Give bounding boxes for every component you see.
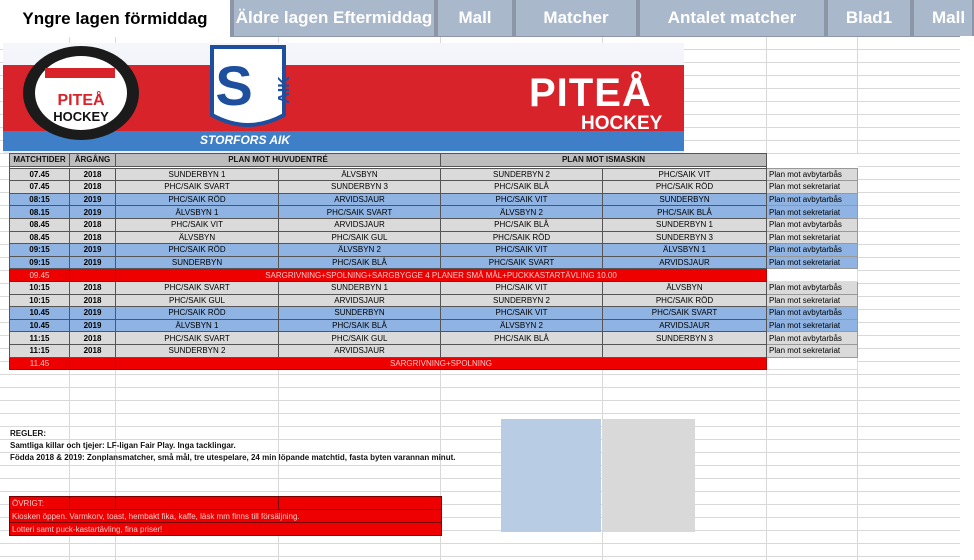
match-year[interactable]: 2018	[70, 332, 116, 345]
match-row	[10, 281, 858, 294]
match-year[interactable]: 2018	[70, 231, 116, 244]
team-rink2-away[interactable]: SUNDERBYN 1	[603, 218, 767, 231]
team-rink2-away[interactable]: PHC/SAIK BLÅ	[603, 206, 767, 219]
match-time[interactable]: 07.45	[10, 181, 70, 194]
tab-matcher[interactable]: Matcher	[516, 0, 638, 36]
empty-cell[interactable]	[767, 269, 858, 282]
saik-crest-logo	[208, 45, 293, 133]
match-schedule-table	[9, 153, 858, 370]
team-rink2-away[interactable]: PHC/SAIK RÖD	[603, 181, 767, 194]
header-plan-ismaskin[interactable]: PLAN MOT ISMASKIN	[441, 154, 767, 167]
logo-text-pitea: PITEÅ	[57, 92, 105, 109]
match-row	[10, 256, 858, 269]
header-matchtider[interactable]: MATCHTIDER	[10, 154, 70, 167]
ovrigt-row-2	[10, 523, 442, 536]
team-rink2-home[interactable]: PHC/SAIK BLÅ	[441, 332, 603, 345]
match-year[interactable]: 2019	[70, 193, 116, 206]
match-row	[10, 168, 858, 181]
team-rink1-home[interactable]: SUNDERBYN 1	[116, 168, 279, 181]
break-time[interactable]: 11.45	[10, 357, 70, 370]
rink-note[interactable]: Plan mot avbytarbås	[767, 244, 858, 257]
team-rink2-away[interactable]: ARVIDSJAUR	[603, 256, 767, 269]
ovrigt-line-1[interactable]: Kiosken öppen. Varmkorv, toast, hembakt fika, kaffe, läsk mm finns till försäljning.	[10, 510, 442, 523]
team-rink2-away[interactable]: SUNDERBYN 3	[603, 231, 767, 244]
ovrigt-heading[interactable]: ÖVRIGT:	[10, 497, 70, 510]
match-time[interactable]: 09:15	[10, 256, 70, 269]
team-rink1-home[interactable]: SUNDERBYN 2	[116, 344, 279, 357]
schedule-header-row	[10, 154, 858, 167]
team-rink2-home[interactable]: PHC/SAIK BLÅ	[441, 218, 603, 231]
gray-fill-block[interactable]	[602, 419, 695, 532]
saik-letter-s: S	[215, 54, 253, 117]
match-time[interactable]: 08:15	[10, 193, 70, 206]
empty-cell[interactable]	[767, 357, 858, 370]
rules-line-2[interactable]: Födda 2018 & 2019: Zonplansmatcher, små mål, tre utespelare, 24 min löpande matchtid, fasta byten varannan minut.	[10, 453, 456, 462]
match-time[interactable]: 07.45	[10, 168, 70, 181]
team-rink1-home[interactable]: PHC/SAIK SVART	[116, 281, 279, 294]
header-banner-image	[3, 43, 684, 153]
pitea-hockey-puck-logo	[11, 43, 163, 153]
match-time[interactable]: 09:15	[10, 244, 70, 257]
pitea-wordmark: PITEÅ	[529, 71, 652, 115]
team-rink2-away[interactable]: ÄLVSBYN 1	[603, 244, 767, 257]
tab-yngre-lagen[interactable]: Yngre lagen förmiddag	[0, 0, 232, 37]
ovrigt-line-2[interactable]: Lotteri samt puck-kastartävling, fina priser!	[10, 523, 442, 536]
rink-note[interactable]: Plan mot sekretariat	[767, 231, 858, 244]
tab-mall-2[interactable]: Mall	[914, 0, 974, 36]
match-time[interactable]: 11:15	[10, 344, 70, 357]
team-rink1-away[interactable]: PHC/SAIK SVART	[279, 206, 441, 219]
team-rink2-home[interactable]: PHC/SAIK SVART	[441, 256, 603, 269]
team-rink1-away[interactable]: PHC/SAIK GUL	[279, 332, 441, 345]
team-rink1-away[interactable]: ÄLVSBYN	[279, 168, 441, 181]
team-rink2-home[interactable]: PHC/SAIK RÖD	[441, 231, 603, 244]
team-rink1-away[interactable]: SUNDERBYN	[279, 307, 441, 320]
team-rink1-home[interactable]: PHC/SAIK RÖD	[116, 307, 279, 320]
team-rink1-away[interactable]: ÄLVSBYN 2	[279, 244, 441, 257]
team-rink1-home[interactable]: ÄLVSBYN 1	[116, 319, 279, 332]
team-rink2-away[interactable]	[603, 344, 767, 357]
match-row	[10, 181, 858, 194]
team-rink1-home[interactable]: PHC/SAIK RÖD	[116, 193, 279, 206]
match-time[interactable]: 08.45	[10, 231, 70, 244]
match-row	[10, 332, 858, 345]
match-time[interactable]: 10:15	[10, 294, 70, 307]
match-row	[10, 307, 858, 320]
team-rink2-home[interactable]: PHC/SAIK VIT	[441, 281, 603, 294]
team-rink1-home[interactable]: PHC/SAIK SVART	[116, 332, 279, 345]
header-plan-huvudentre[interactable]: PLAN MOT HUVUDENTRÉ	[116, 154, 441, 167]
rink-note[interactable]: Plan mot sekretariat	[767, 319, 858, 332]
rink-note[interactable]: Plan mot avbytarbås	[767, 218, 858, 231]
team-rink1-home[interactable]: PHC/SAIK SVART	[116, 181, 279, 194]
blue-fill-block[interactable]	[501, 419, 601, 532]
team-rink1-away[interactable]: ARVIDSJAUR	[279, 193, 441, 206]
match-time[interactable]: 10.45	[10, 319, 70, 332]
team-rink1-away[interactable]: PHC/SAIK GUL	[279, 231, 441, 244]
team-rink1-home[interactable]: PHC/SAIK VIT	[116, 218, 279, 231]
ovrigt-row-1	[10, 510, 442, 523]
match-time[interactable]: 10.45	[10, 307, 70, 320]
storfors-aik-label: STORFORS AIK	[200, 133, 291, 147]
rink-note[interactable]: Plan mot sekretariat	[767, 344, 858, 357]
team-rink1-away[interactable]: SUNDERBYN 3	[279, 181, 441, 194]
team-rink2-home[interactable]: SUNDERBYN 2	[441, 168, 603, 181]
team-rink2-away[interactable]: SUNDERBYN 3	[603, 332, 767, 345]
match-row	[10, 231, 858, 244]
match-year[interactable]: 2018	[70, 344, 116, 357]
team-rink1-home[interactable]: PHC/SAIK RÖD	[116, 244, 279, 257]
tab-aldre-lagen[interactable]: Äldre lagen Eftermiddag	[234, 0, 436, 36]
team-rink2-away[interactable]: PHC/SAIK RÖD	[603, 294, 767, 307]
match-year[interactable]: 2018	[70, 181, 116, 194]
team-rink1-home[interactable]: SUNDERBYN	[116, 256, 279, 269]
saik-letters-aik: AIK	[276, 76, 293, 104]
team-rink1-home[interactable]: PHC/SAIK GUL	[116, 294, 279, 307]
team-rink2-home[interactable]: ÄLVSBYN 2	[441, 206, 603, 219]
tab-blad1[interactable]: Blad1	[828, 0, 912, 36]
logo-text-hockey: HOCKEY	[53, 109, 109, 124]
rink-note[interactable]: Plan mot sekretariat	[767, 256, 858, 269]
match-year[interactable]: 2019	[70, 319, 116, 332]
team-rink1-away[interactable]: SUNDERBYN 1	[279, 281, 441, 294]
match-year[interactable]: 2019	[70, 206, 116, 219]
team-rink2-home[interactable]: PHC/SAIK VIT	[441, 307, 603, 320]
header-argang[interactable]: ÅRGÅNG	[70, 154, 116, 167]
rink-note[interactable]: Plan mot avbytarbås	[767, 281, 858, 294]
team-rink2-away[interactable]: ARVIDSJAUR	[603, 319, 767, 332]
rules-line-1[interactable]: Samtliga killar och tjejer: LF-ligan Fair Play. Inga tacklingar.	[10, 441, 236, 450]
ovrigt-heading-row	[10, 497, 442, 510]
team-rink2-away[interactable]: SUNDERBYN	[603, 193, 767, 206]
match-year[interactable]: 2019	[70, 307, 116, 320]
match-time[interactable]: 08.15	[10, 206, 70, 219]
hockey-wordmark: HOCKEY	[581, 113, 663, 134]
break-activity[interactable]: SARGRIVNING+SPOLNING+SARGBYGGE 4 PLANER SMÅ MÅL+PUCKKASTARTÄVLING 10.00	[116, 269, 767, 282]
break-activity[interactable]: SARGRIVNING+SPOLNING	[116, 357, 767, 370]
team-rink2-home[interactable]: PHC/SAIK BLÅ	[441, 181, 603, 194]
empty-cell[interactable]	[70, 269, 116, 282]
rules-heading[interactable]: REGLER:	[10, 429, 46, 438]
match-row	[10, 294, 858, 307]
team-rink1-away[interactable]: ARVIDSJAUR	[279, 294, 441, 307]
rink-note[interactable]: Plan mot sekretariat	[767, 206, 858, 219]
team-rink2-away[interactable]: PHC/SAIK SVART	[603, 307, 767, 320]
rink-note[interactable]: Plan mot avbytarbås	[767, 168, 858, 181]
match-row	[10, 218, 858, 231]
team-rink2-home[interactable]: PHC/SAIK VIT	[441, 244, 603, 257]
team-rink1-home[interactable]: ÄLVSBYN 1	[116, 206, 279, 219]
team-rink2-home[interactable]: SUNDERBYN 2	[441, 294, 603, 307]
rink-note[interactable]: Plan mot avbytarbås	[767, 332, 858, 345]
match-year[interactable]: 2018	[70, 218, 116, 231]
team-rink1-away[interactable]: ARVIDSJAUR	[279, 344, 441, 357]
match-row	[10, 193, 858, 206]
match-year[interactable]: 2018	[70, 294, 116, 307]
match-row	[10, 206, 858, 219]
break-time[interactable]: 09.45	[10, 269, 70, 282]
team-rink2-away[interactable]: PHC/SAIK VIT	[603, 168, 767, 181]
match-row	[10, 319, 858, 332]
team-rink1-home[interactable]: ÄLVSBYN	[116, 231, 279, 244]
rink-note[interactable]: Plan mot avbytarbås	[767, 193, 858, 206]
rink-note[interactable]: Plan mot sekretariat	[767, 181, 858, 194]
rink-note[interactable]: Plan mot avbytarbås	[767, 307, 858, 320]
match-row	[10, 244, 858, 257]
match-year[interactable]: 2019	[70, 256, 116, 269]
team-rink2-home[interactable]: PHC/SAIK VIT	[441, 193, 603, 206]
rules-section	[10, 428, 455, 464]
match-year[interactable]: 2019	[70, 244, 116, 257]
team-rink2-home[interactable]	[441, 344, 603, 357]
empty-cell[interactable]	[70, 357, 116, 370]
match-year[interactable]: 2018	[70, 281, 116, 294]
tab-antalet-matcher[interactable]: Antalet matcher	[640, 0, 826, 36]
match-time[interactable]: 10:15	[10, 281, 70, 294]
team-rink2-away[interactable]: ÄLVSBYN	[603, 281, 767, 294]
rink-note[interactable]: Plan mot sekretariat	[767, 294, 858, 307]
team-rink1-away[interactable]: PHC/SAIK BLÅ	[279, 319, 441, 332]
tab-mall[interactable]: Mall	[438, 0, 514, 36]
match-time[interactable]: 11:15	[10, 332, 70, 345]
team-rink1-away[interactable]: PHC/SAIK BLÅ	[279, 256, 441, 269]
break-row	[10, 269, 858, 282]
team-rink1-away[interactable]: ARVIDSJAUR	[279, 218, 441, 231]
match-year[interactable]: 2018	[70, 168, 116, 181]
team-rink2-home[interactable]: ÄLVSBYN 2	[441, 319, 603, 332]
sheet-tab-bar	[0, 0, 966, 37]
match-time[interactable]: 08.45	[10, 218, 70, 231]
empty-cell[interactable]	[767, 154, 858, 167]
match-row	[10, 344, 858, 357]
break-row	[10, 357, 858, 370]
ovrigt-section	[9, 496, 442, 536]
